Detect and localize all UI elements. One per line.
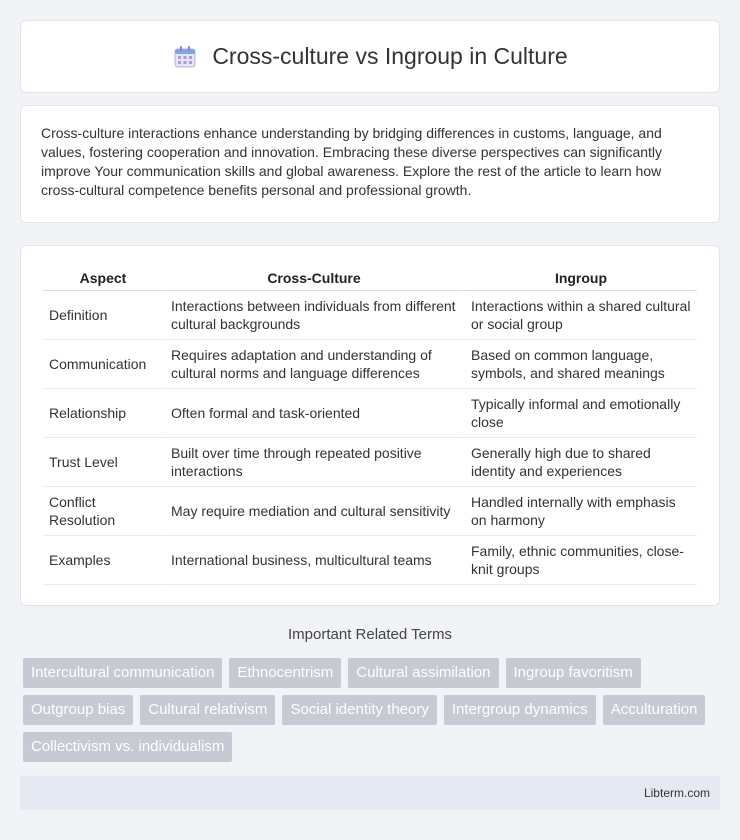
table-cell: Typically informal and emotionally close xyxy=(463,389,697,438)
intro-text: Cross-culture interactions enhance understanding by bridging differences in customs, language, and values, fostering cooperation and innovation. Embracing these diverse perspectives can significantly improve Your communication skills and global awareness. Explore the rest of the article to learn how cross-cultural competence benefits personal and professional growth. xyxy=(41,125,663,198)
related-terms-list xyxy=(23,658,723,762)
comparison-card xyxy=(20,245,720,606)
table-header-row xyxy=(43,266,697,291)
table-cell: Generally high due to shared identity and experiences xyxy=(463,438,697,487)
table-row xyxy=(43,438,697,487)
table-cell: Relationship xyxy=(43,389,163,438)
related-term-tag[interactable]: Intercultural communication xyxy=(23,658,222,688)
footer-site[interactable]: Libterm.com xyxy=(643,786,710,800)
table-cell: Examples xyxy=(43,536,163,585)
related-terms-title: Important Related Terms xyxy=(288,626,452,643)
table-cell: Interactions between individuals from different cultural backgrounds xyxy=(163,291,463,340)
related-term-tag[interactable]: Acculturation xyxy=(603,695,706,725)
table-cell: International business, multicultural teams xyxy=(163,536,463,585)
comparison-table xyxy=(43,266,697,585)
table-cell: Built over time through repeated positive interactions xyxy=(163,438,463,487)
related-term-tag[interactable]: Ingroup favoritism xyxy=(506,658,641,688)
table-row xyxy=(43,340,697,389)
related-term-tag[interactable]: Collectivism vs. individualism xyxy=(23,732,232,762)
page-title: Cross-culture vs Ingroup in Culture xyxy=(212,43,568,69)
footer xyxy=(20,776,720,810)
table-cell: Definition xyxy=(43,291,163,340)
table-cell: Trust Level xyxy=(43,438,163,487)
related-term-tag[interactable]: Intergroup dynamics xyxy=(444,695,596,725)
column-header: Ingroup xyxy=(463,266,697,291)
table-cell: Handled internally with emphasis on harmony xyxy=(463,487,697,536)
table-cell: Often formal and task-oriented xyxy=(163,389,463,438)
table-row xyxy=(43,487,697,536)
related-term-tag[interactable]: Social identity theory xyxy=(282,695,436,725)
table-cell: Family, ethnic communities, close-knit groups xyxy=(463,536,697,585)
related-term-tag[interactable]: Ethnocentrism xyxy=(229,658,341,688)
header-card xyxy=(20,20,720,93)
column-header: Cross-Culture xyxy=(163,266,463,291)
related-term-tag[interactable]: Cultural relativism xyxy=(140,695,275,725)
calendar-icon xyxy=(172,44,198,70)
intro-card xyxy=(20,105,720,223)
table-cell: Based on common language, symbols, and shared meanings xyxy=(463,340,697,389)
related-term-tag[interactable]: Cultural assimilation xyxy=(348,658,498,688)
table-cell: Requires adaptation and understanding of cultural norms and language differences xyxy=(163,340,463,389)
table-cell: Communication xyxy=(43,340,163,389)
table-cell: Conflict Resolution xyxy=(43,487,163,536)
related-term-tag[interactable]: Outgroup bias xyxy=(23,695,133,725)
table-row xyxy=(43,291,697,340)
table-row xyxy=(43,536,697,585)
table-cell: May require mediation and cultural sensitivity xyxy=(163,487,463,536)
table-cell: Interactions within a shared cultural or social group xyxy=(463,291,697,340)
table-row xyxy=(43,389,697,438)
column-header: Aspect xyxy=(43,266,163,291)
